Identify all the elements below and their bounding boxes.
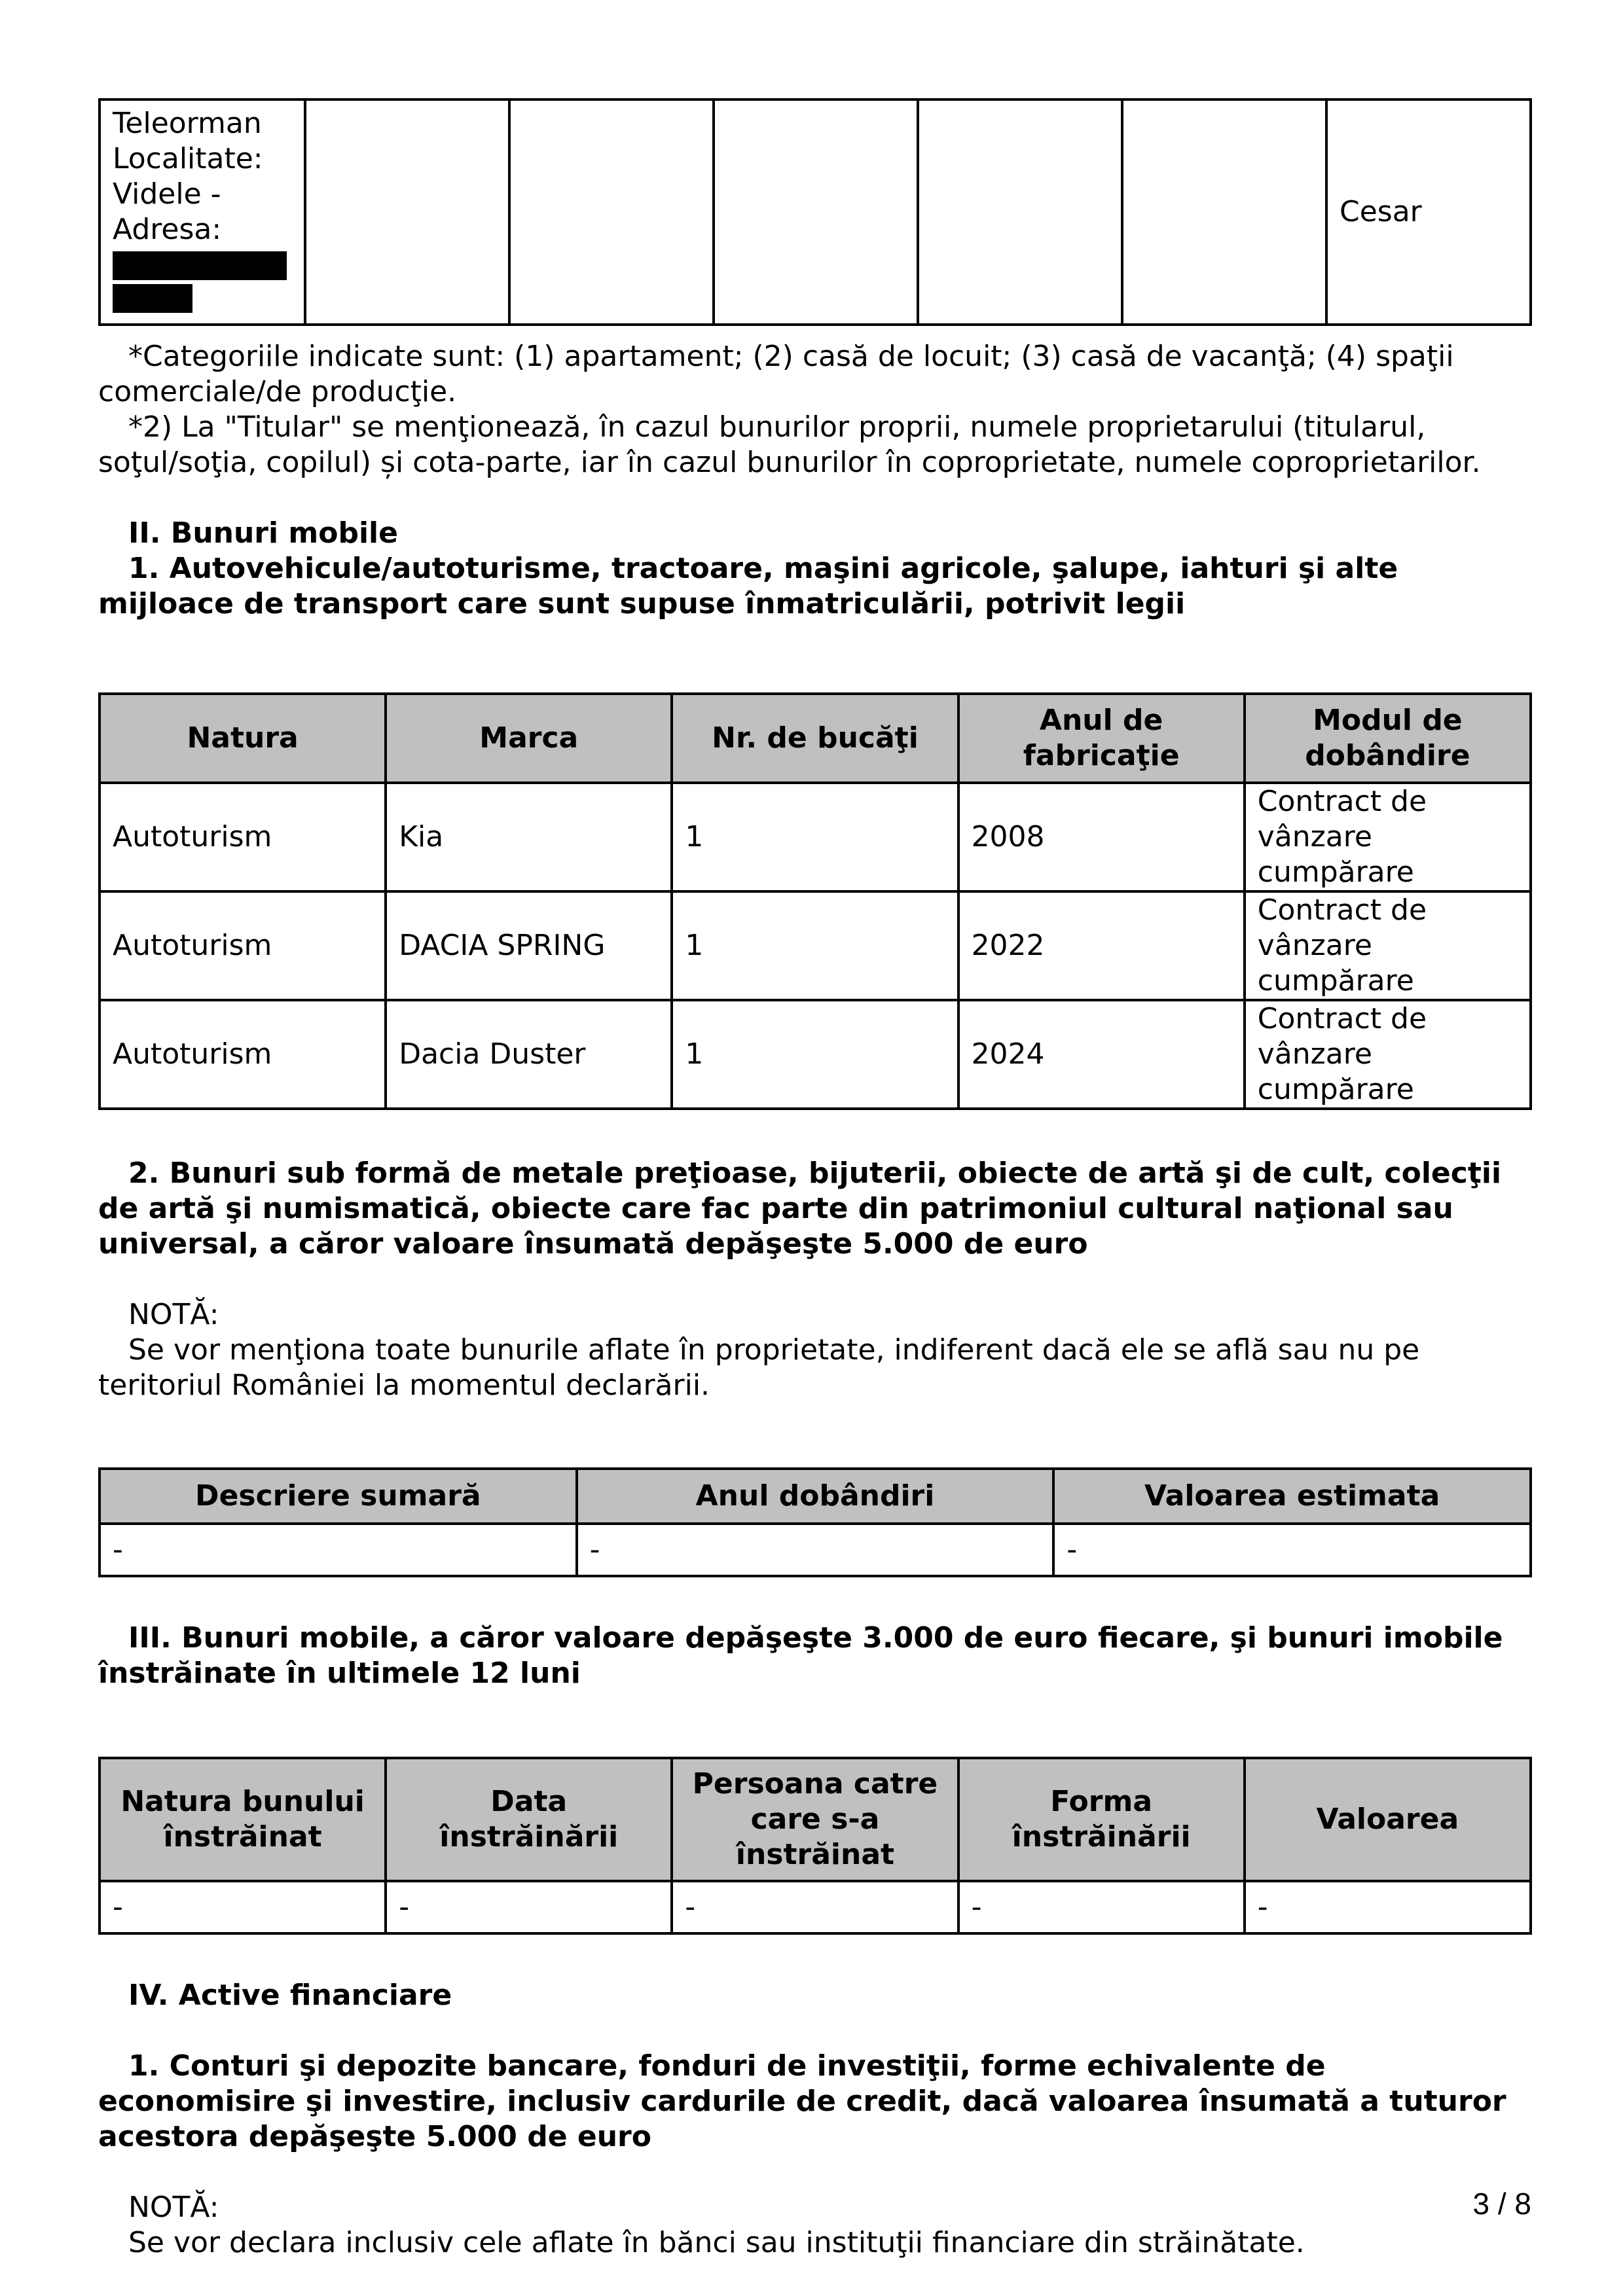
- table-cell: -: [100, 1524, 577, 1576]
- table-row: [100, 1881, 1531, 1933]
- column-header: Nr. de bucăţi: [672, 694, 958, 783]
- location-line: Adresa:: [113, 213, 222, 246]
- column-header: Natura: [100, 694, 386, 783]
- table-cell: -: [577, 1524, 1054, 1576]
- table-cell: Dacia Duster: [386, 1000, 672, 1109]
- column-header: Modul de dobândire: [1245, 694, 1531, 783]
- section-title: II. Bunuri mobile: [128, 516, 398, 550]
- section-title: III. Bunuri mobile, a căror valoare depăşeşte 3.000 de euro fiecare, şi bunuri imobile înstrăinate în ultimele 12 luni: [98, 1621, 1503, 1690]
- note-label: NOTĂ:: [128, 1298, 219, 1331]
- empty-cell: [918, 99, 1122, 325]
- section-title: IV. Active financiare: [128, 1979, 452, 2012]
- empty-cell: [1122, 99, 1326, 325]
- note-label: NOTĂ:: [128, 2191, 219, 2224]
- owner-cell: Cesar: [1326, 99, 1531, 325]
- column-header: Data înstrăinării: [386, 1758, 672, 1881]
- table-row: [100, 783, 1531, 891]
- table-cell: Autoturism: [100, 891, 386, 1000]
- table-header-row: [100, 1758, 1531, 1881]
- table-cell: Contract de vânzare cumpărare: [1245, 1000, 1531, 1109]
- table-cell: 2024: [958, 1000, 1245, 1109]
- subsection-title: 2. Bunuri sub formă de metale preţioase, bijuterii, obiecte de artă şi de cult, colecţii de artă şi numismatică, obiecte care fac parte din patrimoniul cultural naţional sau universal, a căror valoare însumată depăşeşte 5.000 de euro: [98, 1157, 1502, 1261]
- column-header: Descriere sumară: [100, 1469, 577, 1524]
- vehicles-table: [98, 692, 1532, 1110]
- table-cell: Contract de vânzare cumpărare: [1245, 891, 1531, 1000]
- column-header: Persoana catre care s-a înstrăinat: [672, 1758, 958, 1881]
- table-header-row: [100, 694, 1531, 783]
- footnote-titular: *2) La "Titular" se menţionează, în cazul bunurilor proprii, numele proprietarului (titularul, soţul/soţia, copilul) și cota-parte, iar în cazul bunurilor în coproprietate, numele coproprietarilor.: [98, 410, 1481, 479]
- note-text: Se vor declara inclusiv cele aflate în bănci sau instituţii financiare din străinătate.: [128, 2226, 1305, 2259]
- subsection-title: 1. Autovehicule/autoturisme, tractoare, maşini agricole, şalupe, iahturi şi alte mijloace de transport care sunt supuse înmatriculării, potrivit legii: [98, 552, 1398, 620]
- page-number: 3 / 8: [1472, 2187, 1531, 2221]
- table-cell: 2022: [958, 891, 1245, 1000]
- empty-cell: [509, 99, 714, 325]
- location-line: Localitate:: [113, 142, 263, 175]
- table-cell: DACIA SPRING: [386, 891, 672, 1000]
- document-page: [98, 98, 1532, 2261]
- table-cell: -: [1053, 1524, 1531, 1576]
- subsection-title: 1. Conturi şi depozite bancare, fonduri de investiţii, forme echivalente de economisire şi investire, inclusiv cardurile de credit, dacă valoarea însumată a tuturor acestora depăşeşte 5.000 de euro: [98, 2049, 1506, 2153]
- redaction-bar: [113, 284, 192, 313]
- table-cell: 1: [672, 1000, 958, 1109]
- location-line: Videle -: [113, 177, 221, 211]
- table-cell: Contract de vânzare cumpărare: [1245, 783, 1531, 891]
- empty-cell: [305, 99, 509, 325]
- table-cell: -: [386, 1881, 672, 1933]
- footnote-categories: *Categoriile indicate sunt: (1) apartament; (2) casă de locuit; (3) casă de vacanţă; (4) spaţii comerciale/de producţie.: [98, 340, 1454, 408]
- column-header: Valoarea estimata: [1053, 1469, 1531, 1524]
- table-row: [100, 1524, 1531, 1576]
- column-header: Valoarea: [1245, 1758, 1531, 1881]
- empty-cell: [714, 99, 918, 325]
- column-header: Anul de fabricaţie: [958, 694, 1245, 783]
- table-cell: 2008: [958, 783, 1245, 891]
- table-cell: Autoturism: [100, 783, 386, 891]
- table-row: [100, 891, 1531, 1000]
- valuables-table: [98, 1467, 1532, 1577]
- table-cell: Autoturism: [100, 1000, 386, 1109]
- redaction-bar: [113, 251, 287, 280]
- table-cell: 1: [672, 891, 958, 1000]
- column-header: Forma înstrăinării: [958, 1758, 1245, 1881]
- table-cell: -: [1245, 1881, 1531, 1933]
- column-header: Marca: [386, 694, 672, 783]
- location-cell: [100, 99, 305, 325]
- column-header: Anul dobândiri: [577, 1469, 1054, 1524]
- table-cell: -: [672, 1881, 958, 1933]
- real-estate-table-tail: [98, 98, 1532, 326]
- table-cell: Kia: [386, 783, 672, 891]
- note-text: Se vor menţiona toate bunurile aflate în proprietate, indiferent dacă ele se află sau nu pe teritoriul României la momentul declarării.: [98, 1333, 1420, 1402]
- table-cell: 1: [672, 783, 958, 891]
- column-header: Natura bunului înstrăinat: [100, 1758, 386, 1881]
- table-cell: -: [958, 1881, 1245, 1933]
- table-cell: -: [100, 1881, 386, 1933]
- table-header-row: [100, 1469, 1531, 1524]
- location-line: Teleorman: [113, 107, 262, 140]
- table-row: [100, 1000, 1531, 1109]
- table-row: [100, 99, 1531, 325]
- alienated-assets-table: [98, 1757, 1532, 1935]
